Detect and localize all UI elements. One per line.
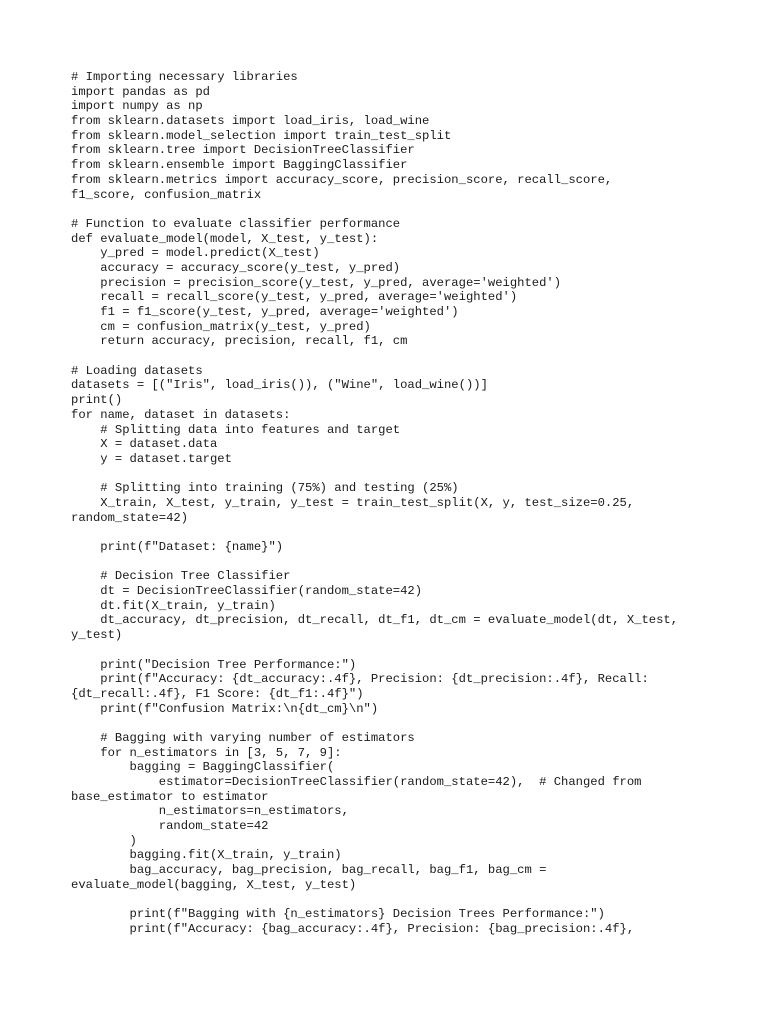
code-line: )	[71, 833, 137, 848]
code-line: random_state=42	[71, 819, 269, 834]
code-line: bag_accuracy, bag_precision, bag_recall, bag_f1, bag_cm =	[71, 863, 547, 878]
code-line: # Decision Tree Classifier	[71, 569, 291, 584]
code-line: def evaluate_model(model, X_test, y_test):	[71, 231, 379, 246]
code-line: f1_score, confusion_matrix	[71, 187, 262, 202]
code-line: n_estimators=n_estimators,	[71, 804, 349, 819]
code-line: # Loading datasets	[71, 363, 203, 378]
code-line: for name, dataset in datasets:	[71, 407, 291, 422]
code-line: from sklearn.model_selection import train_test_split	[71, 128, 452, 143]
code-line: estimator=DecisionTreeClassifier(random_state=42), # Changed from	[71, 775, 642, 789]
code-line: dt.fit(X_train, y_train)	[71, 598, 276, 613]
code-block	[71, 70, 731, 937]
code-line: print(f"Confusion Matrix:\n{dt_cm}\n")	[71, 701, 379, 716]
code-line: print("Decision Tree Performance:")	[71, 657, 357, 672]
code-line: y = dataset.target	[71, 451, 232, 466]
code-line: # Function to evaluate classifier performance	[71, 216, 401, 231]
code-line: bagging = BaggingClassifier(	[71, 760, 335, 775]
code-line: evaluate_model(bagging, X_test, y_test)	[71, 877, 357, 892]
code-line: dt_accuracy, dt_precision, dt_recall, dt_f1, dt_cm = evaluate_model(dt, X_test,	[71, 613, 679, 628]
blank-line	[71, 349, 731, 364]
code-line: y_test)	[71, 628, 123, 643]
code-line: print()	[71, 393, 123, 408]
code-line: from sklearn.ensemble import BaggingClassifier	[71, 158, 408, 173]
blank-line	[71, 716, 731, 731]
blank-line	[71, 893, 731, 908]
code-line: return accuracy, precision, recall, f1, cm	[71, 334, 408, 349]
code-line: X = dataset.data	[71, 437, 218, 452]
code-line: for n_estimators in [3, 5, 7, 9]:	[71, 745, 342, 760]
blank-line	[71, 467, 731, 482]
code-line: from sklearn.datasets import load_iris, load_wine	[71, 114, 430, 129]
code-line: base_estimator to estimator	[71, 789, 269, 804]
code-line: cm = confusion_matrix(y_test, y_pred)	[71, 319, 371, 334]
blank-line	[71, 555, 731, 570]
code-line: # Bagging with varying number of estimators	[71, 730, 415, 745]
code-line: print(f"Bagging with {n_estimators} Decision Trees Performance:")	[71, 907, 605, 922]
code-line: # Importing necessary libraries	[71, 70, 298, 84]
code-line: {dt_recall:.4f}, F1 Score: {dt_f1:.4f}")	[71, 686, 364, 701]
code-line: bagging.fit(X_train, y_train)	[71, 848, 342, 863]
code-line: print(f"Accuracy: {dt_accuracy:.4f}, Precision: {dt_precision:.4f}, Recall:	[71, 672, 649, 687]
code-line: precision = precision_score(y_test, y_pred, average='weighted')	[71, 275, 562, 290]
code-line: accuracy = accuracy_score(y_test, y_pred)	[71, 260, 401, 275]
code-line: print(f"Dataset: {name}")	[71, 540, 284, 554]
blank-line	[71, 525, 731, 540]
code-line: X_train, X_test, y_train, y_test = train_test_split(X, y, test_size=0.25,	[71, 495, 635, 510]
code-line: # Splitting into training (75%) and testing (25%)	[71, 481, 459, 496]
code-line: y_pred = model.predict(X_test)	[71, 246, 320, 261]
code-line: from sklearn.metrics import accuracy_score, precision_score, recall_score,	[71, 172, 613, 187]
code-line: f1 = f1_score(y_test, y_pred, average='weighted')	[71, 305, 459, 319]
code-line: random_state=42)	[71, 510, 189, 525]
code-line: import numpy as np	[71, 99, 203, 114]
blank-line	[71, 202, 731, 217]
code-line: from sklearn.tree import DecisionTreeClassifier	[71, 143, 415, 158]
code-line: print(f"Accuracy: {bag_accuracy:.4f}, Precision: {bag_precision:.4f},	[71, 921, 635, 936]
blank-line	[71, 643, 731, 658]
code-line: import pandas as pd	[71, 84, 210, 99]
code-line: recall = recall_score(y_test, y_pred, average='weighted')	[71, 290, 518, 305]
code-line: datasets = [("Iris", load_iris()), ("Wine", load_wine())]	[71, 378, 488, 393]
code-line: dt = DecisionTreeClassifier(random_state=42)	[71, 584, 423, 599]
code-line: # Splitting data into features and target	[71, 422, 401, 437]
